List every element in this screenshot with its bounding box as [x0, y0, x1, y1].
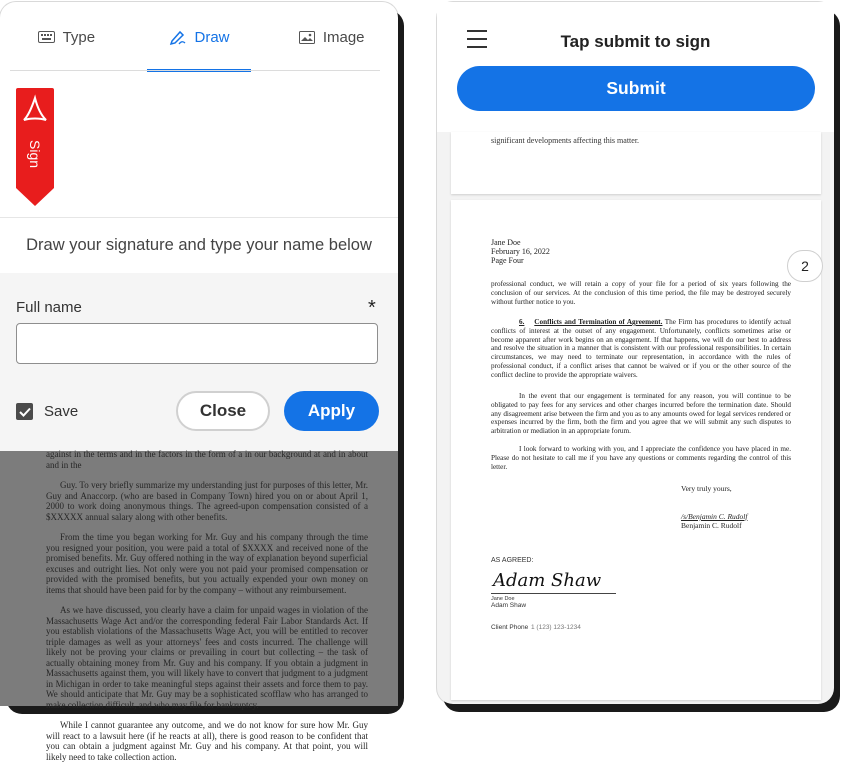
doc-paragraph: From the time you began working for Mr. Guy and his company through the time you resigned your position, you were paid a total of $XXXX and received none of the promised benefits. Mr. Guy offered nothing in the way of explanation beyond superficial excuses and outright lies. Not only were you not paid your promised compensation or provided with the promised benefits, but you actually expended your own money on items that should have been paid for by the company – without any reimbursement.: [46, 532, 368, 595]
tab-type[interactable]: [0, 2, 133, 72]
dimmed-document-background: [0, 449, 398, 762]
section-body: The Firm has procedures to identify actual conflicts of interest at the outset of any engagement. Unfortunately, conflicts sometimes arise or become apparent after work begins on an engagement. If that happens, we will do our best to address and resolve the situation in a manner that is consistent with our professional responsibilities. In certain circumstances, we may need to terminate our representation, in accordance with the rules of professional conduct, if a conflict arises that cannot be waived or if you or the other source of the conflict decline to provide the appropriate waivers.: [491, 318, 792, 379]
checkmark-icon: [19, 407, 31, 417]
signature-mode-tabs: [0, 2, 398, 72]
doc-paragraph: against in the terms and in the factors in the form of a in our background at and in about and in the: [46, 449, 368, 470]
viewer-header: [437, 2, 834, 132]
sign-tag-label: Sign: [27, 140, 43, 169]
letter-paragraph: [491, 318, 791, 380]
client-phone-label: Client Phone: [491, 624, 529, 631]
client-label: Jane Doe: [491, 596, 515, 602]
keyboard-icon: [38, 31, 55, 43]
letter-header-line: Page Four: [491, 256, 524, 265]
full-name-input[interactable]: [16, 323, 378, 364]
client-name: Adam Shaw: [491, 602, 527, 609]
tab-draw-label: Draw: [194, 28, 230, 46]
letter-header-line: Jane Doe: [491, 238, 521, 247]
doc-paragraph: As we have discussed, you clearly have a claim for unpaid wages in violation of the Massachusetts Wage Act and/or the corresponding federal Fair Labor Standards Act. If you establish violations of the Massachusetts Wage Act, you will be entitled to recover triple damages as well as your attorneys' fees and costs incurred. The challenge will likely not be proving your claims or prevailing in court but collecting – the task of actually obtaining money from Mr. Guy and his company. If you obtain a judgment in Massachusetts against them, you will likely have to convert that judgment to a judgment in Michigan in order to take meaningful steps against their assets and force them to pay. We should anticipate that Mr. Guy may be a sophisticated scofflaw who has arranged to make collection difficult, and who may file for bankruptcy.: [46, 605, 368, 710]
previous-page-text: significant developments affecting this matter.: [491, 136, 640, 145]
letter-closing: Very truly yours,: [681, 484, 732, 493]
signature-line: [491, 593, 616, 594]
pen-icon: [169, 29, 187, 45]
section-number: 6.: [519, 318, 525, 326]
document-viewer: [437, 2, 834, 704]
tab-draw[interactable]: [133, 2, 266, 72]
letter-paragraph: I look forward to working with you, and I appreciate the confidence you have placed in me. Please do not hesitate to call me if you have any questions or comments regarding the control of this letter.: [491, 445, 791, 471]
apply-button[interactable]: Apply: [284, 391, 379, 431]
letter-header-line: February 16, 2022: [491, 247, 550, 256]
submit-button[interactable]: Submit: [457, 66, 815, 111]
signature-panel: [0, 2, 398, 762]
section-heading: Conflicts and Termination of Agreement.: [534, 318, 663, 326]
save-label: Save: [44, 403, 79, 420]
page-title: Tap submit to sign: [560, 32, 711, 51]
tab-type-label: Type: [62, 28, 96, 46]
letter-paragraph: In the event that our engagement is terminated for any reason, you will continue to be obligated to pay fees for any services and other charges incurred before the termination date. Should any disagreement arise between the firm and you as to any amounts owed for legal services rendered or expenses incurred by the firm, both the firm and you agree that we will submit any such disputes to arbitration or mediation in an appropriate forum.: [491, 392, 791, 436]
signer-name: Benjamin C. Rudolf: [681, 521, 742, 530]
sign-here-tag: [16, 88, 54, 206]
doc-paragraph: While I cannot guarantee any outcome, and we do not know for sure how Mr. Guy will react to a lawsuit here (if he reacts at all), there is good reason to be confident that you can obtain a judgment against Mr. Guy and his company. At that point, you will likely need to take collection action.: [46, 720, 368, 762]
client-phone: 1 (123) 123-1234: [531, 624, 581, 631]
as-agreed-label: AS AGREED:: [491, 557, 534, 564]
tab-image[interactable]: [265, 2, 398, 72]
signature-draw-canvas[interactable]: [0, 72, 398, 217]
signature-instructions: Draw your signature and type your name below: [0, 217, 398, 273]
close-button[interactable]: Close: [176, 391, 270, 431]
full-name-label: Full name: [16, 299, 82, 316]
tab-divider: [10, 70, 380, 71]
tab-image-label: Image: [322, 28, 365, 46]
e-signature: /s/Benjamin C. Rudolf: [681, 512, 748, 521]
client-signature: Adam Shaw: [493, 570, 602, 591]
image-icon: [299, 31, 315, 44]
page-number-badge[interactable]: 2: [787, 250, 823, 282]
signature-form: [0, 273, 398, 451]
letter-paragraph: professional conduct, we will retain a copy of your file for a period of six years following the conclusion of our services. At the conclusion of this time period, the file may be destroyed securely without further notice to you.: [491, 280, 791, 306]
previous-page: [451, 132, 821, 194]
required-indicator: *: [368, 297, 376, 319]
save-checkbox[interactable]: [16, 403, 33, 420]
doc-paragraph: Guy. To very briefly summarize my understanding just for purposes of this letter, Mr. Guy and Anaccorp. (who are based in Company Town) hired you on or about April 1, 2000 to work doing anonymous things. The agreed-upon compensation consisted of a $XXXXX annual salary along with other benefits.: [46, 480, 368, 522]
document-page: [451, 200, 821, 700]
